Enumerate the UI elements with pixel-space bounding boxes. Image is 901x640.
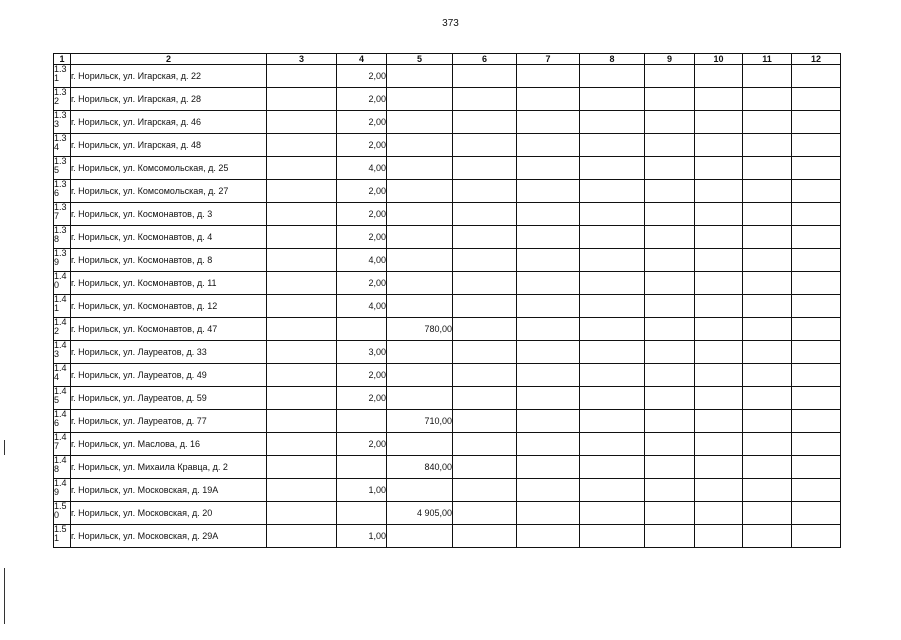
col3-cell xyxy=(267,387,337,410)
col4-cell: 4,00 xyxy=(337,157,387,180)
empty-cell xyxy=(645,88,695,111)
col4-cell: 2,00 xyxy=(337,111,387,134)
empty-cell xyxy=(792,272,841,295)
table-row xyxy=(54,433,841,456)
empty-cell xyxy=(453,295,517,318)
col5-cell xyxy=(387,525,453,548)
col5-cell xyxy=(387,180,453,203)
empty-cell xyxy=(453,226,517,249)
empty-cell xyxy=(743,111,792,134)
col5-cell: 710,00 xyxy=(387,410,453,433)
empty-cell xyxy=(453,502,517,525)
row-number-cell: 1.4 3 xyxy=(54,341,71,364)
empty-cell xyxy=(645,318,695,341)
row-number-cell: 1.5 0 xyxy=(54,502,71,525)
empty-cell xyxy=(695,410,743,433)
empty-cell xyxy=(453,433,517,456)
empty-cell xyxy=(580,525,645,548)
col5-cell xyxy=(387,88,453,111)
empty-cell xyxy=(580,433,645,456)
address-cell: г. Норильск, ул. Лауреатов, д. 77 xyxy=(71,410,267,433)
margin-line xyxy=(4,568,5,624)
empty-cell xyxy=(580,157,645,180)
empty-cell xyxy=(743,226,792,249)
col4-cell: 2,00 xyxy=(337,433,387,456)
empty-cell xyxy=(743,502,792,525)
empty-cell xyxy=(695,65,743,88)
col4-cell: 2,00 xyxy=(337,272,387,295)
empty-cell xyxy=(580,180,645,203)
empty-cell xyxy=(453,180,517,203)
empty-cell xyxy=(695,249,743,272)
empty-cell xyxy=(517,456,580,479)
column-header-6: 6 xyxy=(453,54,517,65)
col4-cell xyxy=(337,502,387,525)
col3-cell xyxy=(267,318,337,341)
col4-cell xyxy=(337,318,387,341)
table-row xyxy=(54,111,841,134)
table-row xyxy=(54,456,841,479)
empty-cell xyxy=(792,88,841,111)
col5-cell: 840,00 xyxy=(387,456,453,479)
column-header-8: 8 xyxy=(580,54,645,65)
col3-cell xyxy=(267,364,337,387)
table-row xyxy=(54,341,841,364)
col3-cell xyxy=(267,111,337,134)
col4-cell: 2,00 xyxy=(337,65,387,88)
empty-cell xyxy=(792,249,841,272)
col5-cell xyxy=(387,157,453,180)
table-row xyxy=(54,272,841,295)
empty-cell xyxy=(695,479,743,502)
empty-cell xyxy=(743,157,792,180)
table-row xyxy=(54,318,841,341)
empty-cell xyxy=(743,525,792,548)
empty-cell xyxy=(792,226,841,249)
empty-cell xyxy=(695,502,743,525)
empty-cell xyxy=(453,525,517,548)
row-number-cell: 1.4 1 xyxy=(54,295,71,318)
column-header-7: 7 xyxy=(517,54,580,65)
address-cell: г. Норильск, ул. Московская, д. 20 xyxy=(71,502,267,525)
empty-cell xyxy=(645,502,695,525)
empty-cell xyxy=(517,479,580,502)
table-row xyxy=(54,134,841,157)
empty-cell xyxy=(517,249,580,272)
empty-cell xyxy=(517,111,580,134)
empty-cell xyxy=(580,456,645,479)
col3-cell xyxy=(267,65,337,88)
empty-cell xyxy=(743,65,792,88)
address-cell: г. Норильск, ул. Михаила Кравца, д. 2 xyxy=(71,456,267,479)
empty-cell xyxy=(645,180,695,203)
empty-cell xyxy=(645,226,695,249)
empty-cell xyxy=(695,525,743,548)
empty-cell xyxy=(695,111,743,134)
col3-cell xyxy=(267,502,337,525)
empty-cell xyxy=(645,249,695,272)
col3-cell xyxy=(267,249,337,272)
empty-cell xyxy=(453,387,517,410)
empty-cell xyxy=(580,249,645,272)
empty-cell xyxy=(695,341,743,364)
table-row xyxy=(54,88,841,111)
col3-cell xyxy=(267,479,337,502)
col5-cell xyxy=(387,341,453,364)
empty-cell xyxy=(517,387,580,410)
column-header-9: 9 xyxy=(645,54,695,65)
empty-cell xyxy=(695,203,743,226)
empty-cell xyxy=(792,180,841,203)
empty-cell xyxy=(517,410,580,433)
col3-cell xyxy=(267,341,337,364)
empty-cell xyxy=(695,88,743,111)
row-number-cell: 1.3 3 xyxy=(54,111,71,134)
col3-cell xyxy=(267,456,337,479)
empty-cell xyxy=(792,157,841,180)
address-cell: г. Норильск, ул. Космонавтов, д. 3 xyxy=(71,203,267,226)
empty-cell xyxy=(580,410,645,433)
empty-cell xyxy=(580,387,645,410)
empty-cell xyxy=(743,387,792,410)
col4-cell: 2,00 xyxy=(337,180,387,203)
empty-cell xyxy=(580,479,645,502)
col5-cell xyxy=(387,249,453,272)
page-number: 373 xyxy=(442,18,459,29)
empty-cell xyxy=(792,410,841,433)
row-number-cell: 1.3 8 xyxy=(54,226,71,249)
address-cell: г. Норильск, ул. Космонавтов, д. 8 xyxy=(71,249,267,272)
empty-cell xyxy=(792,433,841,456)
row-number-cell: 1.3 4 xyxy=(54,134,71,157)
table-row xyxy=(54,65,841,88)
header-row xyxy=(54,54,841,65)
table-row xyxy=(54,203,841,226)
empty-cell xyxy=(695,456,743,479)
column-header-5: 5 xyxy=(387,54,453,65)
col3-cell xyxy=(267,295,337,318)
col3-cell xyxy=(267,157,337,180)
col4-cell: 4,00 xyxy=(337,295,387,318)
row-number-cell: 1.4 2 xyxy=(54,318,71,341)
row-number-cell: 1.3 6 xyxy=(54,180,71,203)
empty-cell xyxy=(645,65,695,88)
empty-cell xyxy=(645,479,695,502)
column-header-12: 12 xyxy=(792,54,841,65)
col5-cell: 780,00 xyxy=(387,318,453,341)
empty-cell xyxy=(517,318,580,341)
empty-cell xyxy=(695,180,743,203)
row-number-cell: 1.4 8 xyxy=(54,456,71,479)
col4-cell: 2,00 xyxy=(337,226,387,249)
empty-cell xyxy=(580,295,645,318)
col3-cell xyxy=(267,180,337,203)
empty-cell xyxy=(645,295,695,318)
empty-cell xyxy=(792,295,841,318)
empty-cell xyxy=(695,364,743,387)
col5-cell: 4 905,00 xyxy=(387,502,453,525)
col4-cell: 2,00 xyxy=(337,203,387,226)
table-row xyxy=(54,410,841,433)
col3-cell xyxy=(267,410,337,433)
empty-cell xyxy=(743,249,792,272)
empty-cell xyxy=(743,364,792,387)
col5-cell xyxy=(387,387,453,410)
address-cell: г. Норильск, ул. Московская, д. 29А xyxy=(71,525,267,548)
empty-cell xyxy=(792,479,841,502)
row-number-cell: 1.4 6 xyxy=(54,410,71,433)
empty-cell xyxy=(517,502,580,525)
col3-cell xyxy=(267,88,337,111)
empty-cell xyxy=(517,525,580,548)
empty-cell xyxy=(743,88,792,111)
empty-cell xyxy=(517,341,580,364)
empty-cell xyxy=(695,295,743,318)
row-number-cell: 1.3 2 xyxy=(54,88,71,111)
empty-cell xyxy=(580,272,645,295)
row-number-cell: 1.4 4 xyxy=(54,364,71,387)
address-cell: г. Норильск, ул. Космонавтов, д. 47 xyxy=(71,318,267,341)
address-cell: г. Норильск, ул. Комсомольская, д. 25 xyxy=(71,157,267,180)
table-row xyxy=(54,226,841,249)
table-body xyxy=(54,65,841,548)
table-row xyxy=(54,479,841,502)
empty-cell xyxy=(743,318,792,341)
row-number-cell: 1.3 5 xyxy=(54,157,71,180)
col4-cell: 2,00 xyxy=(337,387,387,410)
empty-cell xyxy=(645,134,695,157)
empty-cell xyxy=(453,249,517,272)
row-number-cell: 1.4 5 xyxy=(54,387,71,410)
empty-cell xyxy=(792,364,841,387)
empty-cell xyxy=(695,318,743,341)
col3-cell xyxy=(267,134,337,157)
col3-cell xyxy=(267,272,337,295)
empty-cell xyxy=(517,272,580,295)
address-cell: г. Норильск, ул. Игарская, д. 22 xyxy=(71,65,267,88)
empty-cell xyxy=(453,88,517,111)
empty-cell xyxy=(453,364,517,387)
empty-cell xyxy=(580,111,645,134)
empty-cell xyxy=(517,364,580,387)
empty-cell xyxy=(580,134,645,157)
empty-cell xyxy=(645,433,695,456)
col4-cell: 3,00 xyxy=(337,341,387,364)
empty-cell xyxy=(792,502,841,525)
margin-line xyxy=(4,440,5,455)
row-number-cell: 1.5 1 xyxy=(54,525,71,548)
address-cell: г. Норильск, ул. Лауреатов, д. 33 xyxy=(71,341,267,364)
col3-cell xyxy=(267,525,337,548)
table-row xyxy=(54,502,841,525)
col5-cell xyxy=(387,65,453,88)
empty-cell xyxy=(792,341,841,364)
col4-cell: 1,00 xyxy=(337,479,387,502)
row-number-cell: 1.4 7 xyxy=(54,433,71,456)
empty-cell xyxy=(792,525,841,548)
empty-cell xyxy=(645,157,695,180)
empty-cell xyxy=(792,456,841,479)
empty-cell xyxy=(645,364,695,387)
col5-cell xyxy=(387,203,453,226)
table-row xyxy=(54,157,841,180)
empty-cell xyxy=(743,134,792,157)
col4-cell: 2,00 xyxy=(337,364,387,387)
empty-cell xyxy=(743,433,792,456)
col5-cell xyxy=(387,272,453,295)
col4-cell xyxy=(337,456,387,479)
col5-cell xyxy=(387,226,453,249)
empty-cell xyxy=(743,479,792,502)
empty-cell xyxy=(743,203,792,226)
empty-cell xyxy=(517,157,580,180)
col5-cell xyxy=(387,364,453,387)
empty-cell xyxy=(743,456,792,479)
col5-cell xyxy=(387,479,453,502)
empty-cell xyxy=(517,65,580,88)
column-header-1: 1 xyxy=(54,54,71,65)
col5-cell xyxy=(387,295,453,318)
empty-cell xyxy=(517,226,580,249)
row-number-cell: 1.4 0 xyxy=(54,272,71,295)
empty-cell xyxy=(743,272,792,295)
empty-cell xyxy=(517,295,580,318)
empty-cell xyxy=(453,318,517,341)
address-cell: г. Норильск, ул. Игарская, д. 46 xyxy=(71,111,267,134)
empty-cell xyxy=(517,180,580,203)
empty-cell xyxy=(645,410,695,433)
empty-cell xyxy=(453,203,517,226)
empty-cell xyxy=(580,502,645,525)
row-number-cell: 1.3 1 xyxy=(54,65,71,88)
table-row xyxy=(54,364,841,387)
address-cell: г. Норильск, ул. Лауреатов, д. 59 xyxy=(71,387,267,410)
row-number-cell: 1.3 7 xyxy=(54,203,71,226)
empty-cell xyxy=(645,111,695,134)
address-cell: г. Норильск, ул. Космонавтов, д. 11 xyxy=(71,272,267,295)
empty-cell xyxy=(792,387,841,410)
empty-cell xyxy=(517,88,580,111)
empty-cell xyxy=(645,525,695,548)
col5-cell xyxy=(387,433,453,456)
column-header-2: 2 xyxy=(71,54,267,65)
empty-cell xyxy=(453,479,517,502)
table-row xyxy=(54,525,841,548)
empty-cell xyxy=(792,65,841,88)
col3-cell xyxy=(267,226,337,249)
address-cell: г. Норильск, ул. Маслова, д. 16 xyxy=(71,433,267,456)
empty-cell xyxy=(517,203,580,226)
address-cell: г. Норильск, ул. Космонавтов, д. 4 xyxy=(71,226,267,249)
col5-cell xyxy=(387,111,453,134)
empty-cell xyxy=(580,364,645,387)
empty-cell xyxy=(453,456,517,479)
address-cell: г. Норильск, ул. Лауреатов, д. 49 xyxy=(71,364,267,387)
empty-cell xyxy=(517,134,580,157)
table-row xyxy=(54,249,841,272)
table-row xyxy=(54,180,841,203)
empty-cell xyxy=(792,318,841,341)
empty-cell xyxy=(517,433,580,456)
empty-cell xyxy=(743,180,792,203)
column-header-10: 10 xyxy=(695,54,743,65)
address-cell: г. Норильск, ул. Комсомольская, д. 27 xyxy=(71,180,267,203)
empty-cell xyxy=(580,318,645,341)
table-row xyxy=(54,387,841,410)
column-header-4: 4 xyxy=(337,54,387,65)
empty-cell xyxy=(453,65,517,88)
address-cell: г. Норильск, ул. Игарская, д. 48 xyxy=(71,134,267,157)
empty-cell xyxy=(453,341,517,364)
empty-cell xyxy=(695,433,743,456)
empty-cell xyxy=(743,341,792,364)
empty-cell xyxy=(695,226,743,249)
empty-cell xyxy=(695,387,743,410)
empty-cell xyxy=(792,111,841,134)
row-number-cell: 1.3 9 xyxy=(54,249,71,272)
column-header-3: 3 xyxy=(267,54,337,65)
empty-cell xyxy=(645,456,695,479)
column-header-11: 11 xyxy=(743,54,792,65)
col3-cell xyxy=(267,203,337,226)
empty-cell xyxy=(453,157,517,180)
col4-cell xyxy=(337,410,387,433)
empty-cell xyxy=(645,341,695,364)
col4-cell: 1,00 xyxy=(337,525,387,548)
empty-cell xyxy=(792,134,841,157)
empty-cell xyxy=(580,88,645,111)
col3-cell xyxy=(267,433,337,456)
data-table xyxy=(53,53,841,548)
empty-cell xyxy=(453,272,517,295)
table-row xyxy=(54,295,841,318)
empty-cell xyxy=(743,295,792,318)
empty-cell xyxy=(453,111,517,134)
col4-cell: 2,00 xyxy=(337,134,387,157)
empty-cell xyxy=(453,410,517,433)
empty-cell xyxy=(580,226,645,249)
empty-cell xyxy=(645,387,695,410)
address-cell: г. Норильск, ул. Космонавтов, д. 12 xyxy=(71,295,267,318)
col5-cell xyxy=(387,134,453,157)
empty-cell xyxy=(580,341,645,364)
empty-cell xyxy=(695,157,743,180)
address-cell: г. Норильск, ул. Игарская, д. 28 xyxy=(71,88,267,111)
col4-cell: 2,00 xyxy=(337,88,387,111)
empty-cell xyxy=(792,203,841,226)
empty-cell xyxy=(453,134,517,157)
empty-cell xyxy=(743,410,792,433)
address-cell: г. Норильск, ул. Московская, д. 19А xyxy=(71,479,267,502)
empty-cell xyxy=(580,65,645,88)
empty-cell xyxy=(645,203,695,226)
row-number-cell: 1.4 9 xyxy=(54,479,71,502)
empty-cell xyxy=(695,134,743,157)
empty-cell xyxy=(645,272,695,295)
empty-cell xyxy=(695,272,743,295)
col4-cell: 4,00 xyxy=(337,249,387,272)
empty-cell xyxy=(580,203,645,226)
